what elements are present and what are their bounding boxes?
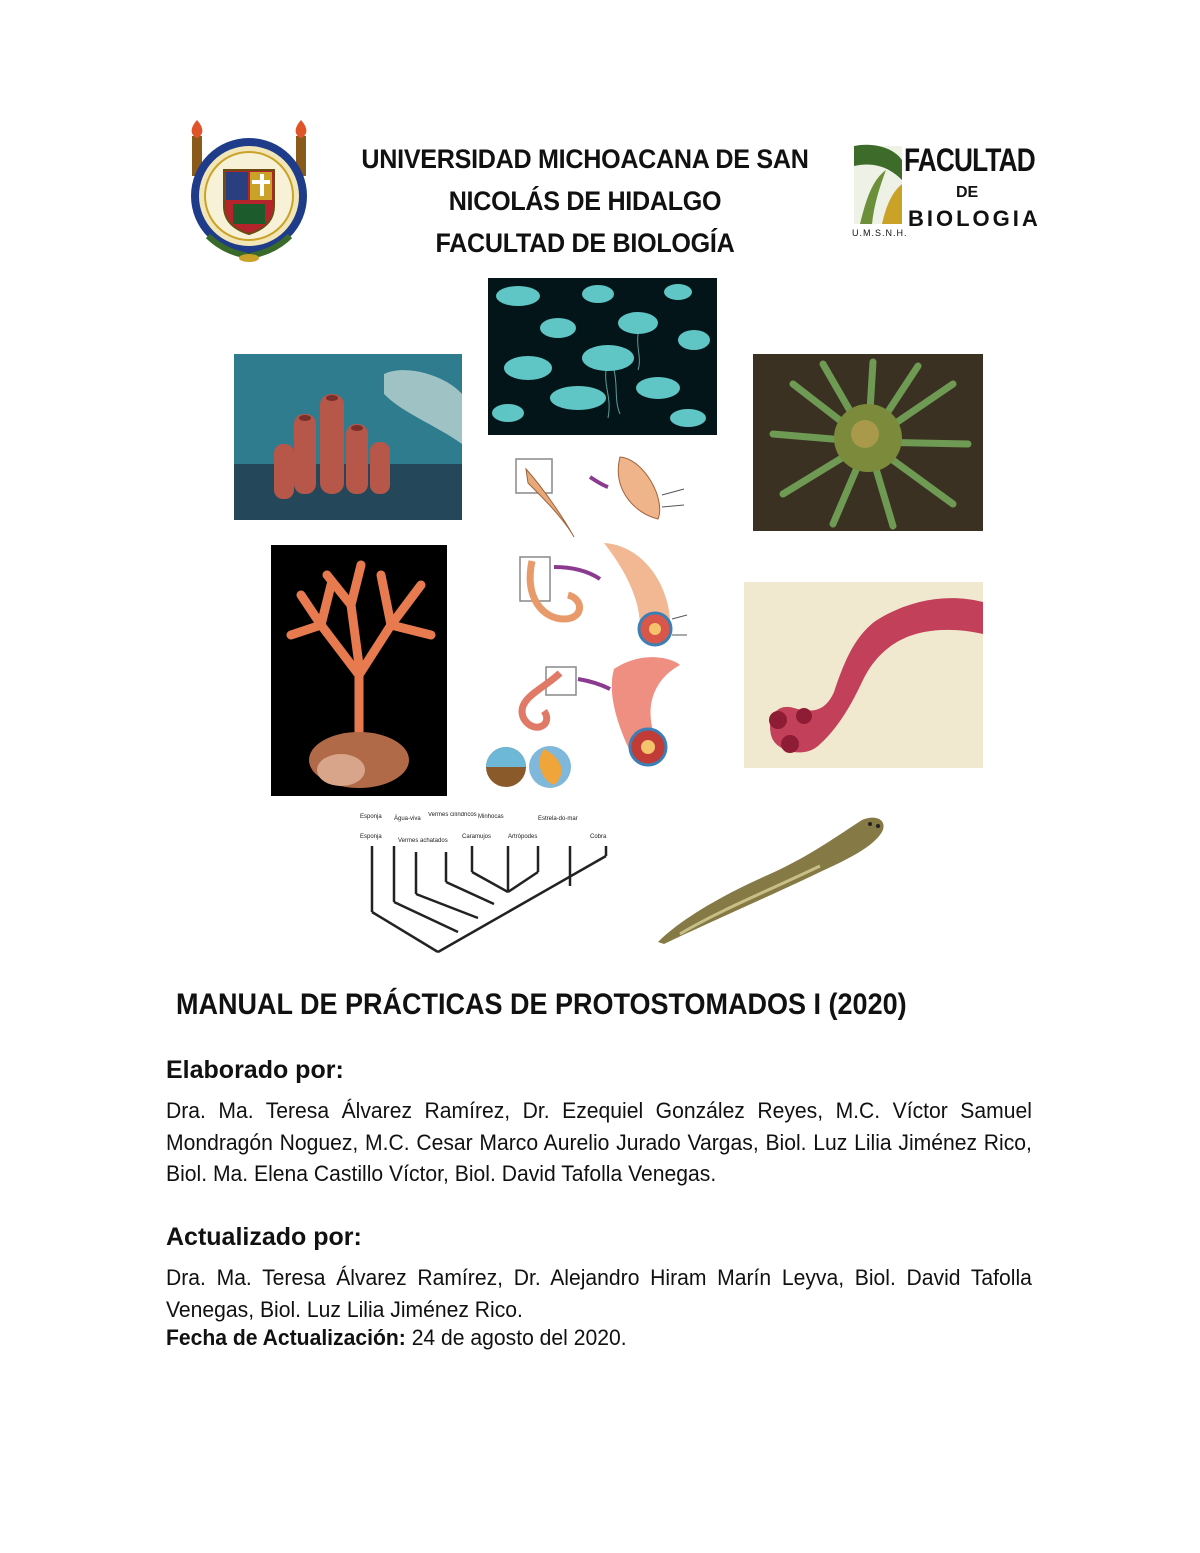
clado-bottom-label-3: Caramujos xyxy=(462,834,492,840)
elaborado-authors: Dra. Ma. Teresa Álvarez Ramírez, Dr. Ezequiel González Reyes, M.C. Víctor Samuel Mondragón Noguez, M.C. Cesar Marco Aurelio Jurado Vargas, Biol. Luz Lilia Jiménez Rico, Biol. Ma. Elena Castillo Víctor, Biol. David Tafolla Venegas. xyxy=(166,1098,1032,1186)
planarian-photo xyxy=(650,810,890,950)
animal-cladogram xyxy=(358,812,616,954)
clado-top-label-2: Água-viva xyxy=(394,816,421,822)
faculty-logo-line-3: BIOLOGIA xyxy=(908,206,1041,231)
update-date xyxy=(166,1325,627,1351)
faculty-logo-sub: U.M.S.N.H. xyxy=(852,228,908,238)
actualizado-authors: Dra. Ma. Teresa Álvarez Ramírez, Dr. Alejandro Hiram Marín Leyva, Biol. David Tafolla Venegas, Biol. Luz Lilia Jiménez Rico. xyxy=(166,1265,1032,1322)
university-title xyxy=(348,138,822,264)
clado-top-label-4: Minhocas xyxy=(478,814,504,820)
clado-top-label-1: Esponja xyxy=(360,814,382,820)
manual-title: MANUAL DE PRÁCTICAS DE PROTOSTOMADOS I (2020) xyxy=(176,988,907,1021)
clado-top-label-5: Estrela-do-mar xyxy=(538,816,578,822)
clado-bottom-label-4: Artrópodes xyxy=(508,834,538,840)
red-coral-photo xyxy=(271,545,447,796)
elaborado-heading: Elaborado por: xyxy=(166,1056,344,1084)
update-date-label: Fecha de Actualización: xyxy=(166,1325,406,1350)
tapeworm-scolex-photo xyxy=(744,582,983,768)
university-title-line-1: UNIVERSIDAD MICHOACANA DE SAN xyxy=(361,144,809,174)
sponge-photo xyxy=(234,354,462,520)
clado-bottom-label-2: Vermes achatados xyxy=(398,838,448,844)
faculty-logo-line-1: FACULTAD xyxy=(904,142,1035,178)
update-date-value: 24 de agosto del 2020. xyxy=(405,1325,627,1350)
university-title-line-3: FACULTAD DE BIOLOGÍA xyxy=(435,228,735,258)
university-title-line-2: NICOLÁS DE HIDALGO xyxy=(448,186,722,216)
university-seal xyxy=(178,118,320,268)
faculty-logo xyxy=(852,140,1041,240)
sea-anemone-photo xyxy=(753,354,983,531)
clado-bottom-label-5: Cobra xyxy=(590,834,607,840)
faculty-logo-line-2: DE xyxy=(956,184,979,201)
body-cavity-diagram xyxy=(484,449,689,791)
jellyfish-photo xyxy=(488,278,717,435)
clado-top-label-3: Vermes cilíndricos xyxy=(428,812,477,818)
clado-bottom-label-1: Esponja xyxy=(360,834,382,840)
actualizado-heading: Actualizado por: xyxy=(166,1223,362,1251)
